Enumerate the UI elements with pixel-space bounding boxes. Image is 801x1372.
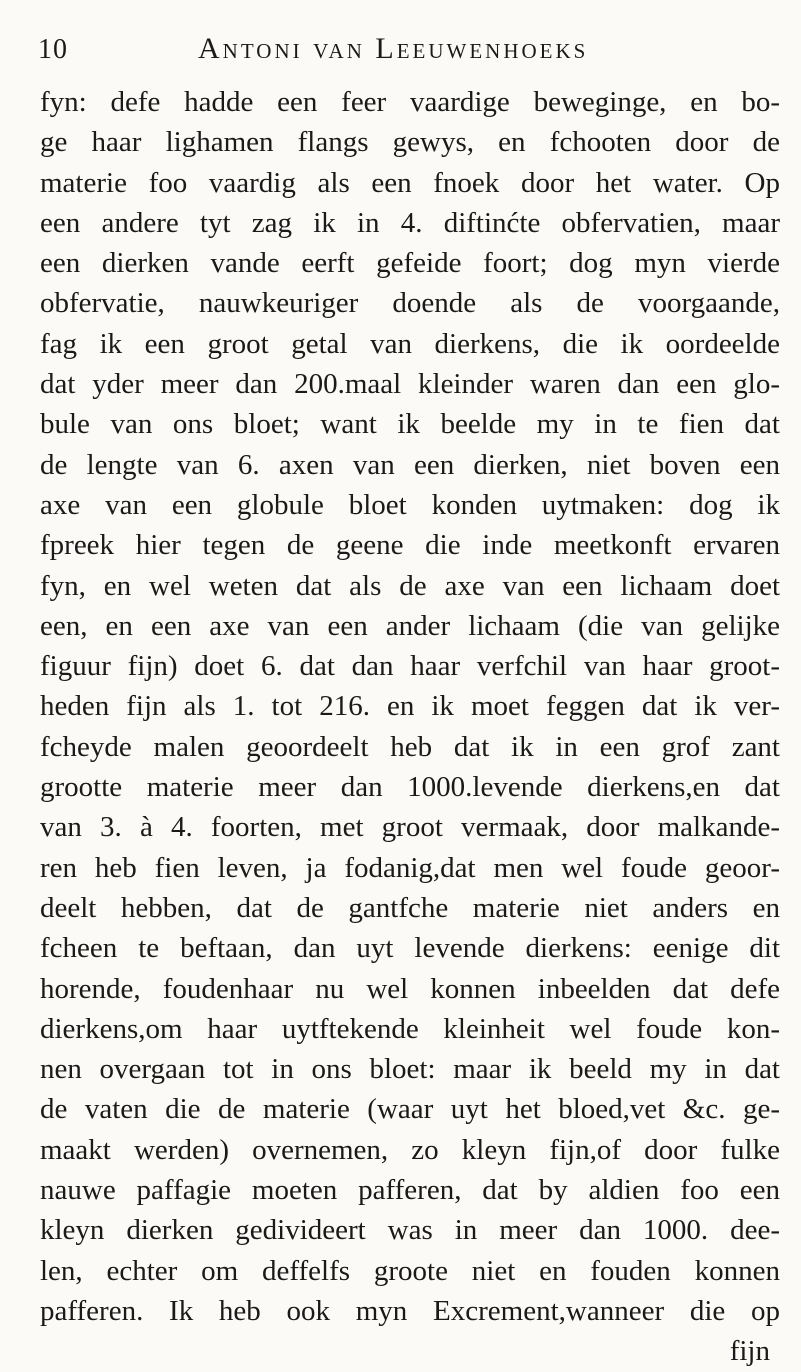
text-line: nen overgaan tot in ons bloet: maar ik beeld my in dat [40, 1053, 780, 1086]
text-line: maakt werden) overnemen, zo kleyn fijn,of door fulke [40, 1133, 780, 1166]
text-line: fag ik een groot getal van dierkens, die ik oordeelde [40, 327, 780, 360]
text-line: grootte materie meer dan 1000.levende dierkens,en dat [40, 771, 780, 804]
text-line: dierkens,om haar uytftekende kleinheit wel foude kon- [40, 1012, 780, 1045]
running-title: Antoni van Leeuwenhoeks [198, 32, 589, 65]
text-line: fpreek hier tegen de geene die inde meetkonft ervaren [40, 529, 780, 562]
text-line: len, echter om deffelfs groote niet en fouden konnen [40, 1254, 780, 1287]
running-head [38, 30, 783, 74]
text-line: fyn: defe hadde een feer vaardige beweginge, en bo- [40, 86, 780, 118]
text-line: heden fijn als 1. tot 216. en ik moet feggen dat ik ver- [40, 690, 780, 723]
body-text [40, 82, 780, 1372]
text-line: bule van ons bloet; want ik beelde my in te fien dat [40, 408, 780, 441]
text-line: fyn, en wel weten dat als de axe van een lichaam doet [40, 569, 780, 602]
page-number: 10 [38, 34, 68, 65]
text-line: dat yder meer dan 200.maal kleinder waren dan een glo- [40, 368, 780, 401]
text-line: kleyn dierken gedivideert was in meer dan 1000. dee- [40, 1214, 780, 1247]
text-line: pafferen. Ik heb ook myn Excrement,wanneer die op [40, 1294, 780, 1327]
text-line: figuur fijn) doet 6. dat dan haar verfchil van haar groot- [40, 650, 780, 683]
text-line: ren heb fien leven, ja fodanig,dat men wel foude geoor- [40, 851, 780, 884]
text-line: obfervatie, nauwkeuriger doende als de voorgaande, [40, 287, 780, 320]
text-line: van 3. à 4. foorten, met groot vermaak, door malkande- [40, 811, 780, 844]
catchword: fijn [729, 1335, 770, 1368]
text-line: een andere tyt zag ik in 4. diftinćte obfervatien, maar [40, 206, 780, 239]
text-line: deelt hebben, dat de gantfche materie niet anders en [40, 891, 780, 924]
text-line: fcheyde malen geoordeelt heb dat ik in een grof zant [40, 730, 780, 763]
text-line: de lengte van 6. axen van een dierken, niet boven een [40, 448, 780, 481]
text-line: materie foo vaardig als een fnoek door het water. Op [40, 166, 780, 199]
text-line: axe van een globule bloet konden uytmaken: dog ik [40, 488, 780, 521]
text-line: de vaten die de materie (waar uyt het bloed,vet &c. ge- [40, 1093, 780, 1126]
text-line: fcheen te beftaan, dan uyt levende dierkens: eenige dit [40, 932, 780, 965]
text-line: nauwe paffagie moeten pafferen, dat by aldien foo een [40, 1174, 780, 1207]
text-line: horende, foudenhaar nu wel konnen inbeelden dat defe [40, 972, 780, 1005]
text-line: een, en een axe van een ander lichaam (die van gelijke [40, 609, 780, 642]
text-line: ge haar lighamen flangs gewys, en fchooten door de [40, 126, 780, 159]
text-line: een dierken vande eerft gefeide foort; dog myn vierde [40, 247, 780, 280]
